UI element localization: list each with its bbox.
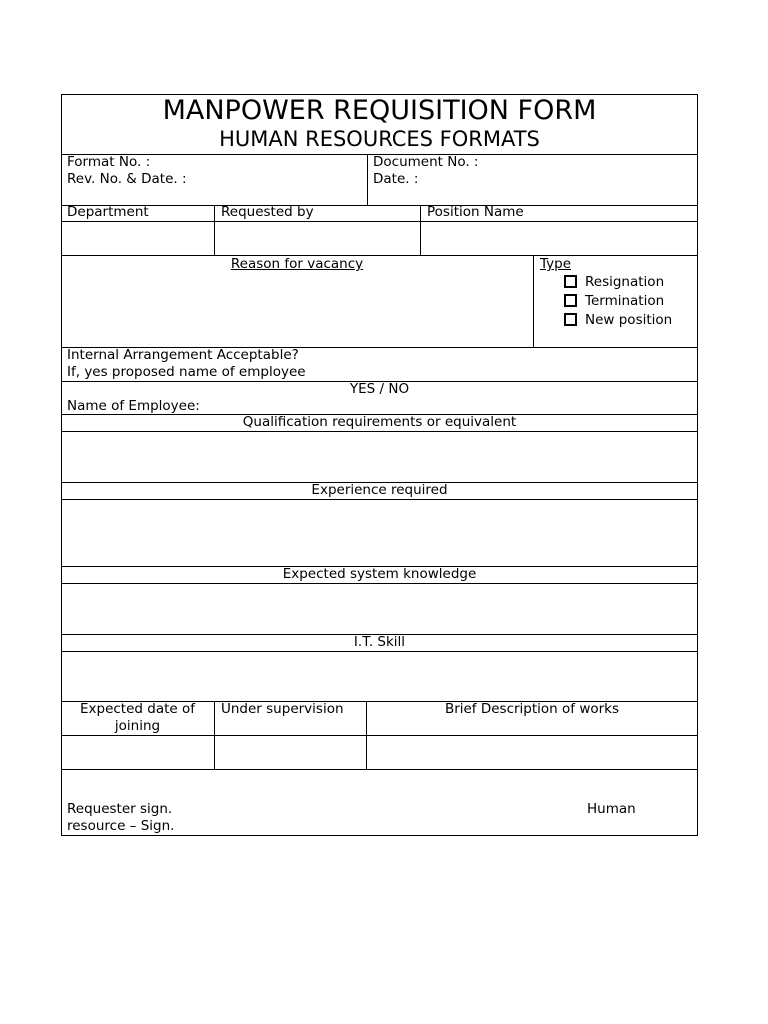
brief-description-label: Brief Description of works <box>444 701 620 717</box>
experience-heading: Experience required <box>311 482 448 498</box>
system-knowledge-heading: Expected system knowledge <box>282 566 477 582</box>
form-subtitle: HUMAN RESOURCES FORMATS <box>219 127 540 151</box>
requested-by-label: Requested by <box>221 204 314 220</box>
system-knowledge-field[interactable] <box>62 584 697 634</box>
it-skill-field[interactable] <box>62 652 697 701</box>
new-position-checkbox[interactable] <box>564 313 577 326</box>
under-supervision-field[interactable] <box>215 736 365 769</box>
reason-for-vacancy-label: Reason for vacancy <box>230 256 364 272</box>
divider <box>533 255 534 347</box>
under-supervision-label: Under supervision <box>221 701 344 717</box>
format-no-label: Format No. : <box>67 154 151 170</box>
form-title: MANPOWER REQUISITION FORM <box>162 95 597 126</box>
divider <box>61 205 698 206</box>
department-label: Department <box>67 204 149 220</box>
date-label: Date. : <box>373 171 419 187</box>
internal-arrangement-label: Internal Arrangement Acceptable? <box>67 347 299 363</box>
joining-date-field[interactable] <box>62 736 213 769</box>
human-resource-sign-label: Human <box>587 801 636 817</box>
qualification-heading: Qualification requirements or equivalent <box>242 414 517 430</box>
resignation-checkbox[interactable] <box>564 275 577 288</box>
document-no-label: Document No. : <box>373 154 479 170</box>
termination-option-label: Termination <box>585 293 665 309</box>
position-name-label: Position Name <box>427 204 524 220</box>
joining-date-label-line2: joining <box>114 718 161 734</box>
proposed-name-label: If, yes proposed name of employee <box>67 364 306 380</box>
qualification-field[interactable] <box>62 432 697 482</box>
human-resource-sign-label-line2: resource – Sign. <box>67 818 175 834</box>
reason-for-vacancy-field[interactable] <box>62 274 532 346</box>
joining-date-label: Expected date of <box>79 701 196 717</box>
resignation-option-label: Resignation <box>585 274 665 290</box>
divider <box>61 769 698 770</box>
new-position-option-label: New position <box>585 312 673 328</box>
position-name-field[interactable] <box>421 222 697 255</box>
yes-no-option[interactable]: YES / NO <box>349 381 410 397</box>
experience-field[interactable] <box>62 500 697 566</box>
type-label: Type <box>540 256 572 272</box>
divider <box>367 154 368 205</box>
requester-sign-label: Requester sign. <box>67 801 173 817</box>
it-skill-heading: I.T. Skill <box>353 634 406 650</box>
requested-by-field[interactable] <box>215 222 419 255</box>
brief-description-field[interactable] <box>367 736 697 769</box>
department-field[interactable] <box>62 222 213 255</box>
name-of-employee-label: Name of Employee: <box>67 398 200 414</box>
termination-checkbox[interactable] <box>564 294 577 307</box>
rev-no-date-label: Rev. No. & Date. : <box>67 171 187 187</box>
